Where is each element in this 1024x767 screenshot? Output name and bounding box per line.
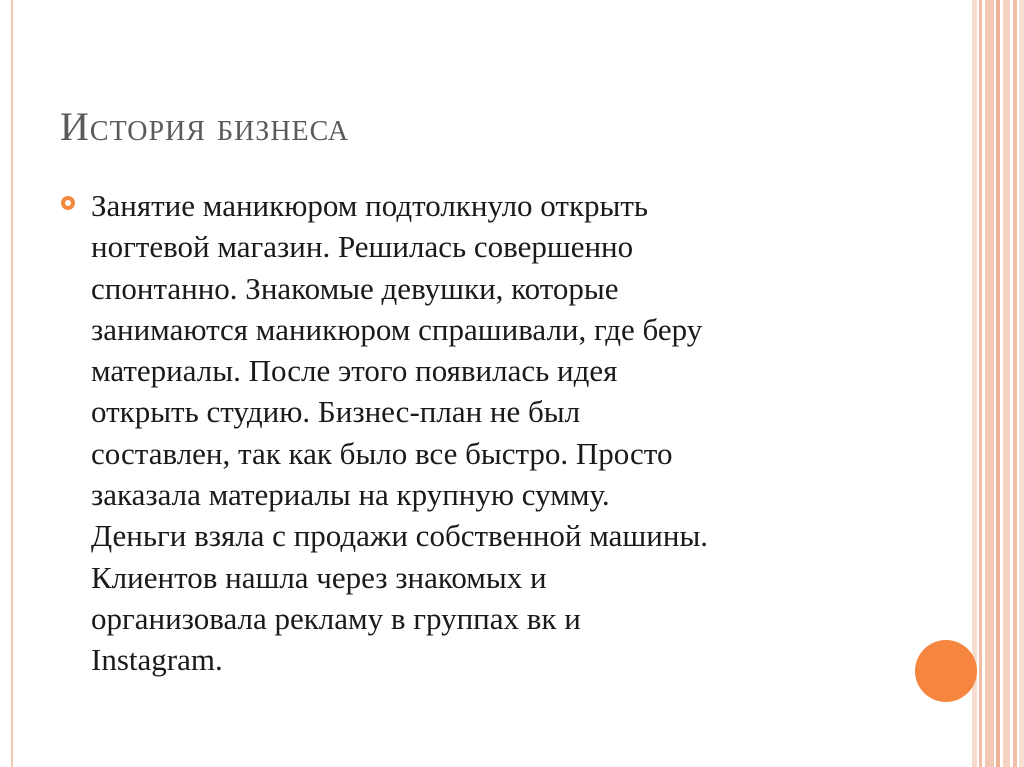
body-line: Клиентов нашла через знакомых и bbox=[91, 559, 547, 595]
right-border-stripe bbox=[1013, 0, 1017, 767]
body-line: занимаются маникюром спрашивали, где беру bbox=[91, 311, 703, 347]
body-line: ногтевой магазин. Решилась совершенно bbox=[91, 229, 634, 265]
right-border-stripe bbox=[1003, 0, 1010, 767]
body-line: материалы. После этого появилась идея bbox=[91, 353, 618, 389]
bullet-icon bbox=[61, 196, 75, 210]
right-border-stripe bbox=[979, 0, 982, 767]
slide-title: История бизнеса bbox=[60, 104, 350, 149]
body-line: открыть студию. Бизнес-план не был bbox=[91, 394, 581, 430]
body-line: Занятие маникюром подтолкнуло открыть bbox=[91, 188, 649, 223]
body-line: заказала материалы на крупную сумму. bbox=[91, 477, 610, 513]
right-border-stripe bbox=[1019, 0, 1024, 767]
right-border-stripe bbox=[996, 0, 1000, 767]
body-line: организовала рекламу в группах вк и bbox=[91, 600, 581, 636]
left-border-line bbox=[11, 0, 13, 767]
body-line: спонтанно. Знакомые девушки, которые bbox=[91, 270, 619, 306]
slide-body-text bbox=[91, 185, 891, 681]
right-border-stripe bbox=[972, 0, 977, 767]
decorative-circle-icon bbox=[915, 640, 977, 702]
body-line: составлен, так как было все быстро. Просто bbox=[91, 435, 673, 471]
body-line: Деньги взяла с продажи собственной машины. bbox=[91, 518, 709, 554]
right-border-stripe bbox=[985, 0, 994, 767]
body-line: Instagram. bbox=[91, 642, 223, 678]
